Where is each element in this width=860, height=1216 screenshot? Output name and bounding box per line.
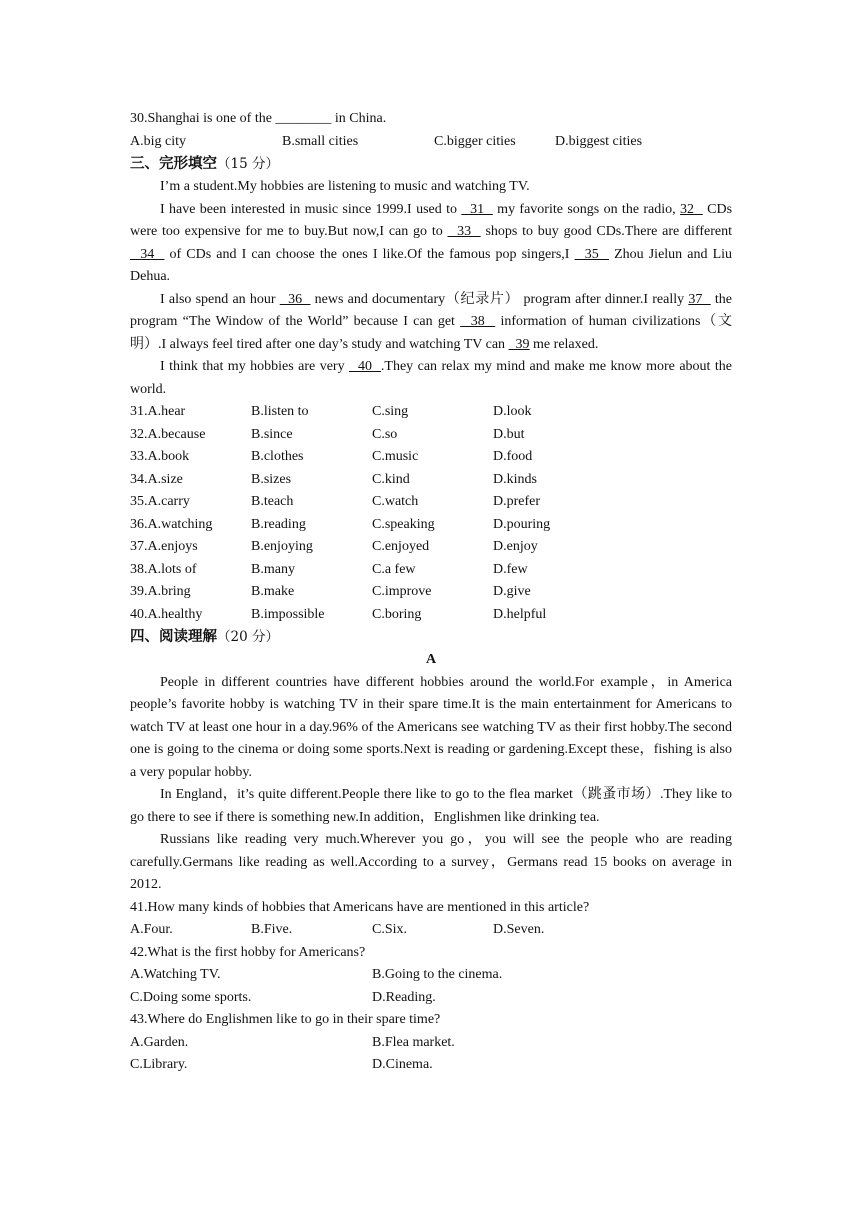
cloze-option: C.watch: [372, 494, 419, 509]
cloze-option-row: [130, 559, 732, 582]
reading-paragraph: Russians like reading very much.Wherever you go，you will see the people who are reading carefully.Germans like reading as well.According to a survey，Germans read 15 books on average in 2012.: [130, 832, 732, 892]
q41-option-b: B.Five.: [251, 922, 293, 937]
cloze-option: B.clothes: [251, 449, 304, 464]
q30-option-c: C.bigger cities: [434, 133, 516, 149]
section4-title: 四、阅读理解: [130, 629, 217, 645]
cloze-option: B.teach: [251, 494, 294, 509]
cloze-option-row: [130, 424, 732, 447]
cloze-option: 37.A.enjoys: [130, 539, 198, 554]
cloze-option: 39.A.bring: [130, 584, 191, 599]
cloze-option: D.pouring: [493, 516, 551, 532]
cloze-option: B.listen to: [251, 404, 309, 419]
cloze-text: news and documentary（纪录片） program after dinner.I really: [310, 291, 689, 307]
cloze-paragraph: [130, 289, 732, 357]
cloze-text: CDs were too expensive for me to buy.But now,I can go to: [130, 201, 733, 239]
cloze-blank: 37: [688, 291, 711, 307]
cloze-text: of CDs and I can choose the ones I like.Of the famous pop singers,I: [164, 246, 575, 262]
cloze-blank: 33: [447, 224, 481, 239]
reading-paragraph: In England，it’s quite different.People there like to go to the flea market（跳蚤市场）.They like to go there to see if there is something new.In addition，Englishmen like drinking tea.: [130, 787, 732, 825]
cloze-option: D.prefer: [493, 494, 541, 509]
cloze-option: C.sing: [372, 404, 409, 419]
cloze-text: I think that my hobbies are very: [160, 359, 350, 374]
cloze-blank: 31: [461, 201, 493, 217]
cloze-option: D.few: [493, 561, 528, 577]
cloze-option: D.helpful: [493, 606, 547, 622]
cloze-option-row: [130, 469, 732, 492]
section3-heading: [130, 153, 732, 176]
cloze-option-row: [130, 604, 732, 627]
q42-options-row: [130, 964, 732, 987]
cloze-option: B.reading: [251, 516, 306, 532]
cloze-option: 36.A.watching: [130, 516, 213, 532]
cloze-text: I also spend an hour: [160, 291, 280, 307]
cloze-option: C.a few: [372, 561, 416, 577]
cloze-blank: 38: [460, 314, 496, 329]
q30-option-d: D.biggest cities: [555, 133, 643, 149]
cloze-option: 33.A.book: [130, 449, 190, 464]
cloze-option-row: [130, 581, 732, 604]
cloze-text: my favorite songs on the radio,: [492, 201, 681, 217]
cloze-option: B.many: [251, 561, 295, 577]
cloze-option: C.so: [372, 426, 398, 442]
cloze-paragraph: [130, 199, 732, 289]
q30-option-b: B.small cities: [282, 133, 359, 149]
cloze-option: 35.A.carry: [130, 494, 190, 509]
cloze-option: C.improve: [372, 584, 432, 599]
cloze-option: D.but: [493, 426, 525, 442]
q41-option-d: D.Seven.: [493, 922, 545, 937]
cloze-paragraph: [130, 356, 732, 401]
cloze-option: C.boring: [372, 606, 422, 622]
cloze-text: the program “The Window of the World” because I can get: [130, 291, 733, 329]
q43-option-b: B.Flea market.: [372, 1034, 455, 1050]
cloze-option-row: [130, 491, 732, 514]
cloze-text: I have been interested in music since 1999.I used to: [160, 201, 462, 217]
cloze-blank: 32: [680, 201, 703, 217]
q30-stem: 30.Shanghai is one of the ________ in China.: [130, 111, 387, 126]
cloze-option: D.give: [493, 584, 531, 599]
cloze-option: B.impossible: [251, 606, 325, 622]
reading-paragraph: People in different countries have different hobbies around the world.For example，in America people’s favorite hobby is watching TV in their spare time.It is the main entertainment for Americans to watch TV at least one hour in a day.96% of the Americans see watching TV as their first hobby.The second one is going to the cinema or doing some sports.Next is reading or gardening.Except these，fishing is also a very popular hobby.: [130, 674, 732, 780]
cloze-option-row: [130, 446, 732, 469]
cloze-text: information of human civilizations（文明）.I always feel tired after one day’s study and watching TV can: [130, 314, 732, 352]
q42-option-a: A.Watching TV.: [130, 967, 221, 982]
q43-option-a: A.Garden.: [130, 1034, 189, 1050]
cloze-option: C.kind: [372, 471, 410, 487]
cloze-paragraph: [130, 176, 732, 199]
cloze-text: .They can relax my mind and make me know more about the world.: [130, 359, 733, 397]
cloze-option: C.enjoyed: [372, 539, 430, 554]
cloze-option: C.music: [372, 449, 419, 464]
cloze-text: Zhou Jielun and Liu Dehua.: [130, 246, 733, 284]
q41-options: [130, 919, 732, 942]
cloze-blank: 36: [279, 291, 311, 307]
q30-options: [130, 131, 732, 154]
cloze-option-row: [130, 514, 732, 537]
cloze-option: 40.A.healthy: [130, 606, 203, 622]
q41-stem: 41.How many kinds of hobbies that Americans have are mentioned in this article?: [130, 899, 590, 915]
cloze-option: B.sizes: [251, 471, 292, 487]
q42-option-b: B.Going to the cinema.: [372, 967, 503, 982]
cloze-text: I’m a student.My hobbies are listening to music and watching TV.: [160, 179, 530, 194]
cloze-blank: 35: [574, 246, 609, 262]
cloze-option: 38.A.lots of: [130, 561, 197, 577]
cloze-options: [130, 401, 732, 626]
cloze-option: C.speaking: [372, 516, 435, 532]
q43-option-c: C.Library.: [130, 1057, 188, 1072]
cloze-blank: 34: [130, 246, 165, 262]
cloze-option: 31.A.hear: [130, 404, 186, 419]
cloze-option: B.enjoying: [251, 539, 313, 554]
exam-page: [130, 108, 732, 1077]
section4-heading: [130, 626, 732, 649]
cloze-option: 32.A.because: [130, 426, 206, 442]
q43-option-d: D.Cinema.: [372, 1057, 433, 1072]
cloze-option: 34.A.size: [130, 471, 183, 487]
cloze-blank: 39: [508, 336, 530, 352]
cloze-option: D.food: [493, 449, 533, 464]
passage-label: A: [425, 652, 437, 667]
q42-stem: 42.What is the first hobby for Americans?: [130, 944, 366, 960]
q42-options-row: [130, 987, 732, 1010]
cloze-blank: 40: [349, 359, 381, 374]
q42-option-c: C.Doing some sports.: [130, 989, 252, 1005]
cloze-option-row: [130, 536, 732, 559]
q30-option-a: A.big city: [130, 133, 186, 149]
cloze-option: D.look: [493, 404, 532, 419]
cloze-option: B.make: [251, 584, 295, 599]
q43-options-row: [130, 1054, 732, 1077]
cloze-text: shops to buy good CDs.There are different: [480, 224, 732, 239]
cloze-option-row: [130, 401, 732, 424]
cloze-option: B.since: [251, 426, 293, 442]
q41-option-a: A.Four.: [130, 922, 173, 937]
section3-title: 三、完形填空: [130, 156, 217, 172]
cloze-option: D.kinds: [493, 471, 537, 487]
q42-option-d: D.Reading.: [372, 989, 436, 1005]
section4-score: （20 分）: [217, 629, 279, 645]
cloze-option: D.enjoy: [493, 539, 538, 554]
q43-options-row: [130, 1032, 732, 1055]
section3-score: （15 分）: [217, 156, 279, 172]
cloze-passage: [130, 176, 732, 401]
q41-option-c: C.Six.: [372, 922, 408, 937]
cloze-text: me relaxed.: [529, 336, 599, 352]
q43-stem: 43.Where do Englishmen like to go in their spare time?: [130, 1012, 441, 1027]
